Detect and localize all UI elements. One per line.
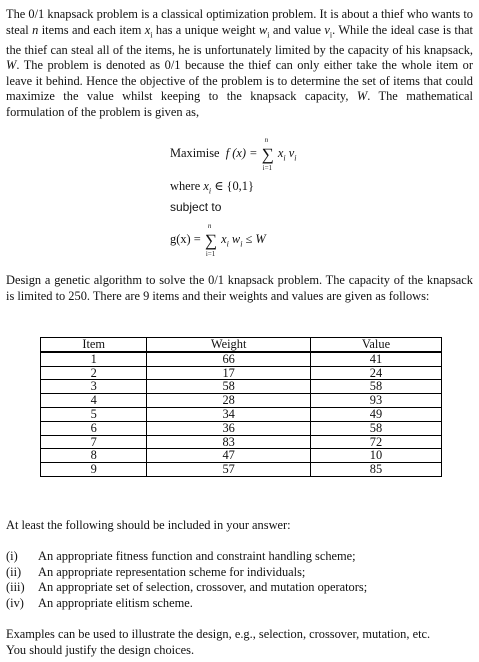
table-row — [41, 366, 442, 380]
cell-value: 58 — [310, 421, 441, 435]
column-header-item: Item — [41, 338, 147, 352]
cell-weight: 34 — [147, 407, 311, 421]
cell-weight: 28 — [147, 394, 311, 408]
cell-weight: 66 — [147, 352, 311, 366]
cell-value: 93 — [310, 394, 441, 408]
items-table — [40, 337, 442, 477]
cell-value: 10 — [310, 449, 441, 463]
list-item: (ii) An appropriate representation scheme for individuals; — [6, 564, 306, 579]
cell-item: 5 — [41, 407, 147, 421]
cell-weight: 47 — [147, 449, 311, 463]
column-header-value: Value — [310, 338, 441, 352]
table-row — [41, 449, 442, 463]
column-header-weight: Weight — [147, 338, 311, 352]
table-row — [41, 394, 442, 408]
cell-item: 2 — [41, 366, 147, 380]
cell-item: 6 — [41, 421, 147, 435]
closing-paragraph: Examples can be used to illustrate the design, e.g., selection, crossover, mutation, etc. You should justify the design choices. — [6, 627, 431, 657]
list-item: (iii) An appropriate set of selection, crossover, and mutation operators; — [6, 580, 368, 594]
intro-paragraph: The 0/1 knapsack problem is a classical optimization problem. It is about a thief who wants to steal n items and each item $x_i$ has a unique weight $w_i$ and value $v_i$. While the ideal case is that the thief can steal all of the items, he is unfortunately limited by the capacity of his knapsack, W. The problem is denoted as 0/1 because the thief can only either take the whole item or leave it behind. Hence the objective of the problem is to determine the set of items that could maximize the value whilst keeping to the knapsack capacity, W. The mathematical formulation of the problem is given as, — [6, 7, 474, 120]
table-row — [41, 463, 442, 477]
cell-item: 8 — [41, 449, 147, 463]
table-row — [41, 421, 442, 435]
table-row — [41, 380, 442, 394]
domain-constraint: where $x_i$ ∈ {0,1} — [170, 179, 254, 196]
cell-value: 58 — [310, 380, 441, 394]
summation-symbol: ∑ n i=1 — [261, 136, 274, 172]
cell-value: 24 — [310, 366, 441, 380]
cell-item: 3 — [41, 380, 147, 394]
cell-weight: 57 — [147, 463, 311, 477]
list-item: (iv) An appropriate elitism scheme. — [6, 595, 193, 610]
design-paragraph: Design a genetic algorithm to solve the 0/1 knapsack problem. The capacity of the knapsack is limited to 250. There are 9 items and their weights and values are given as follows: — [6, 273, 473, 303]
table-row — [41, 407, 442, 421]
table-row — [41, 435, 442, 449]
cell-value: 72 — [310, 435, 441, 449]
cell-item: 7 — [41, 435, 147, 449]
cell-item: 4 — [41, 394, 147, 408]
subject-to-label: subject to — [170, 200, 222, 214]
cell-value: 49 — [310, 407, 441, 421]
answer-requirements-list — [6, 549, 367, 611]
capacity-constraint-formula: g(x) = ∑ n i=1 $x_i$ $w_i \le W$ — [170, 222, 266, 258]
list-item: (i) An appropriate fitness function and constraint handling scheme; — [6, 549, 356, 563]
cell-weight: 17 — [147, 366, 311, 380]
answer-intro: At least the following should be included in your answer: — [6, 518, 291, 532]
cell-item: 9 — [41, 463, 147, 477]
cell-value: 41 — [310, 352, 441, 366]
cell-weight: 58 — [147, 380, 311, 394]
objective-formula: Maximise f (x) = ∑ n i=1 $x_i$ $v_i$ — [170, 136, 297, 172]
summation-symbol: ∑ n i=1 — [204, 222, 217, 258]
table-row — [41, 352, 442, 366]
table-header-row — [41, 338, 442, 352]
cell-item: 1 — [41, 352, 147, 366]
cell-value: 85 — [310, 463, 441, 477]
cell-weight: 83 — [147, 435, 311, 449]
cell-weight: 36 — [147, 421, 311, 435]
